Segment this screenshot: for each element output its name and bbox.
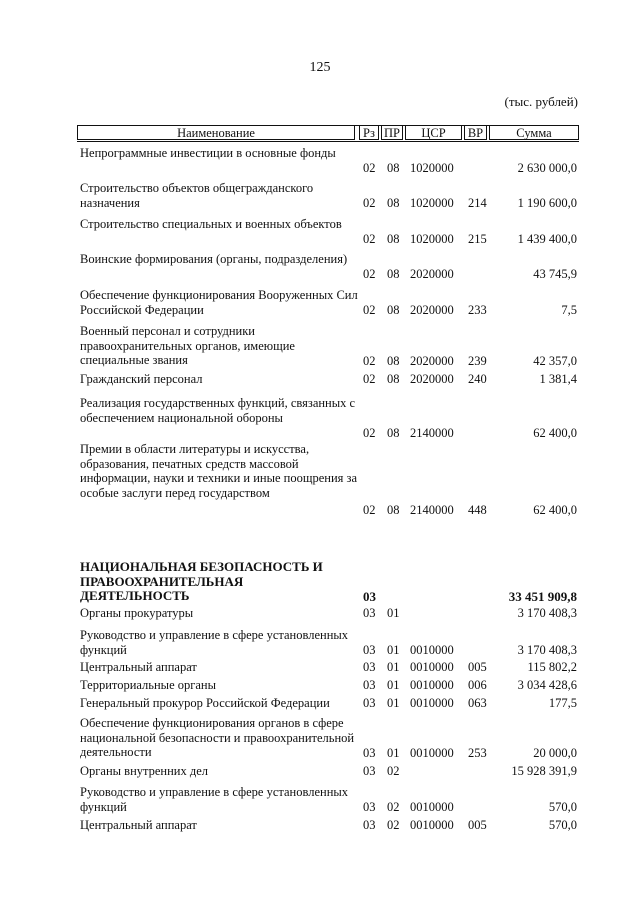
unit-note: (тыс. рублей) <box>504 94 578 109</box>
row-csr: 0010000 <box>410 660 454 674</box>
row-sum: 62 400,0 <box>533 503 577 517</box>
row-pr: 08 <box>387 426 400 440</box>
row-rz: 03 <box>363 800 376 814</box>
row-rz: 03 <box>363 818 376 832</box>
row-pr: 02 <box>387 800 400 814</box>
row-name: Центральный аппарат <box>80 818 197 832</box>
row-name: Органы внутренних дел <box>80 764 209 778</box>
row-name: Строительство специальных и военных объектов <box>80 217 342 231</box>
row-pr: 01 <box>387 660 400 674</box>
row-csr: 2020000 <box>410 267 454 281</box>
row-sum: 3 170 408,3 <box>517 606 577 620</box>
row-rz: 03 <box>363 696 376 710</box>
row-name: Генеральный прокурор Российской Федерации <box>80 696 330 710</box>
row-pr: 08 <box>387 161 400 175</box>
row-sum: 62 400,0 <box>533 426 577 440</box>
row-name: Непрограммные инвестиции в основные фонды <box>80 146 336 160</box>
row-name: Реализация государственных функций, связанных с обеспечением национальной обороны <box>80 396 356 425</box>
row-name: Руководство и управление в сфере установленных функций <box>80 628 349 657</box>
row-name: Гражданский персонал <box>80 372 203 386</box>
row-csr: 0010000 <box>410 696 454 710</box>
row-rz: 03 <box>363 660 376 674</box>
row-sum: 43 745,9 <box>533 267 577 281</box>
page-number: 125 <box>309 60 331 75</box>
row-rz: 03 <box>363 589 376 604</box>
row-rz: 03 <box>363 678 376 692</box>
row-sum: 570,0 <box>548 818 577 832</box>
row-name: Обеспечение функционирования органов в сфере национальной безопасности и правоохранительной деятельности <box>80 716 355 759</box>
row-csr: 2020000 <box>410 354 454 368</box>
row-rz: 02 <box>363 232 376 246</box>
row-rz: 03 <box>363 643 376 657</box>
row-sum: 115 802,2 <box>527 660 577 674</box>
row-sum: 177,5 <box>548 696 577 710</box>
row-vr: 214 <box>468 196 487 210</box>
section-title: НАЦИОНАЛЬНАЯ БЕЗОПАСНОСТЬ И ПРАВООХРАНИТЕЛЬНАЯ ДЕЯТЕЛЬНОСТЬ <box>80 559 323 603</box>
row-csr: 2140000 <box>410 503 454 517</box>
row-sum: 570,0 <box>548 800 577 814</box>
row-sum: 42 357,0 <box>533 354 577 368</box>
row-name: Центральный аппарат <box>80 660 197 674</box>
row-vr: 448 <box>468 503 487 517</box>
header-name: Наименование <box>77 125 355 140</box>
row-csr: 0010000 <box>410 746 454 760</box>
row-vr: 063 <box>468 696 487 710</box>
row-sum: 3 034 428,6 <box>517 678 577 692</box>
row-pr: 08 <box>387 354 400 368</box>
row-rz: 02 <box>363 267 376 281</box>
row-rz: 02 <box>363 303 376 317</box>
row-vr: 233 <box>468 303 487 317</box>
row-name: Строительство объектов общегражданского назначения <box>80 181 314 210</box>
row-vr: 215 <box>468 232 487 246</box>
row-rz: 03 <box>363 764 376 778</box>
row-rz: 02 <box>363 161 376 175</box>
row-pr: 02 <box>387 818 400 832</box>
row-name: Военный персонал и сотрудники правоохранительных органов, имеющие специальные звания <box>80 324 295 367</box>
row-name: Обеспечение функционирования Вооруженных Сил Российской Федерации <box>80 288 358 317</box>
row-pr: 08 <box>387 372 400 386</box>
header-sum: Сумма <box>489 125 579 140</box>
row-pr: 02 <box>387 764 400 778</box>
row-csr: 1020000 <box>410 232 454 246</box>
row-csr: 0010000 <box>410 678 454 692</box>
row-rz: 02 <box>363 426 376 440</box>
header-rz: Рз <box>359 125 379 140</box>
row-vr: 005 <box>468 660 487 674</box>
row-name: Премии в области литературы и искусства, образования, печатных средств массовой информации, науки и техники и иные поощрения за особые заслуги перед государством <box>80 442 358 500</box>
row-vr: 006 <box>468 678 487 692</box>
row-name: Органы прокуратуры <box>80 606 194 620</box>
row-name: Территориальные органы <box>80 678 217 692</box>
row-csr: 1020000 <box>410 196 454 210</box>
row-sum: 15 928 391,9 <box>511 764 577 778</box>
row-rz: 03 <box>363 606 376 620</box>
row-rz: 02 <box>363 503 376 517</box>
row-sum: 1 439 400,0 <box>517 232 577 246</box>
row-csr: 2020000 <box>410 372 454 386</box>
table-header <box>77 125 579 142</box>
row-csr: 0010000 <box>410 800 454 814</box>
row-csr: 1020000 <box>410 161 454 175</box>
row-csr: 0010000 <box>410 643 454 657</box>
row-pr: 08 <box>387 232 400 246</box>
row-name: Воинские формирования (органы, подразделения) <box>80 252 348 266</box>
header-pr: ПР <box>381 125 403 140</box>
row-rz: 02 <box>363 372 376 386</box>
row-csr: 2020000 <box>410 303 454 317</box>
row-pr: 01 <box>387 746 400 760</box>
row-sum: 1 381,4 <box>539 372 577 386</box>
row-vr: 253 <box>468 746 487 760</box>
row-sum: 33 451 909,8 <box>508 589 577 604</box>
row-vr: 239 <box>468 354 487 368</box>
row-sum: 3 170 408,3 <box>517 643 577 657</box>
row-rz: 02 <box>363 196 376 210</box>
row-sum: 1 190 600,0 <box>517 196 577 210</box>
row-vr: 240 <box>468 372 487 386</box>
row-pr: 01 <box>387 696 400 710</box>
row-pr: 08 <box>387 267 400 281</box>
row-sum: 7,5 <box>561 303 577 317</box>
row-csr: 2140000 <box>410 426 454 440</box>
row-name: Руководство и управление в сфере установленных функций <box>80 785 349 814</box>
row-rz: 03 <box>363 746 376 760</box>
header-vr: ВР <box>464 125 487 140</box>
row-sum: 2 630 000,0 <box>517 161 577 175</box>
row-pr: 01 <box>387 678 400 692</box>
row-vr: 005 <box>468 818 487 832</box>
row-pr: 08 <box>387 303 400 317</box>
row-pr: 01 <box>387 606 400 620</box>
row-pr: 01 <box>387 643 400 657</box>
row-pr: 08 <box>387 196 400 210</box>
row-rz: 02 <box>363 354 376 368</box>
row-pr: 08 <box>387 503 400 517</box>
header-csr: ЦСР <box>405 125 462 140</box>
row-sum: 20 000,0 <box>533 746 577 760</box>
row-csr: 0010000 <box>410 818 454 832</box>
